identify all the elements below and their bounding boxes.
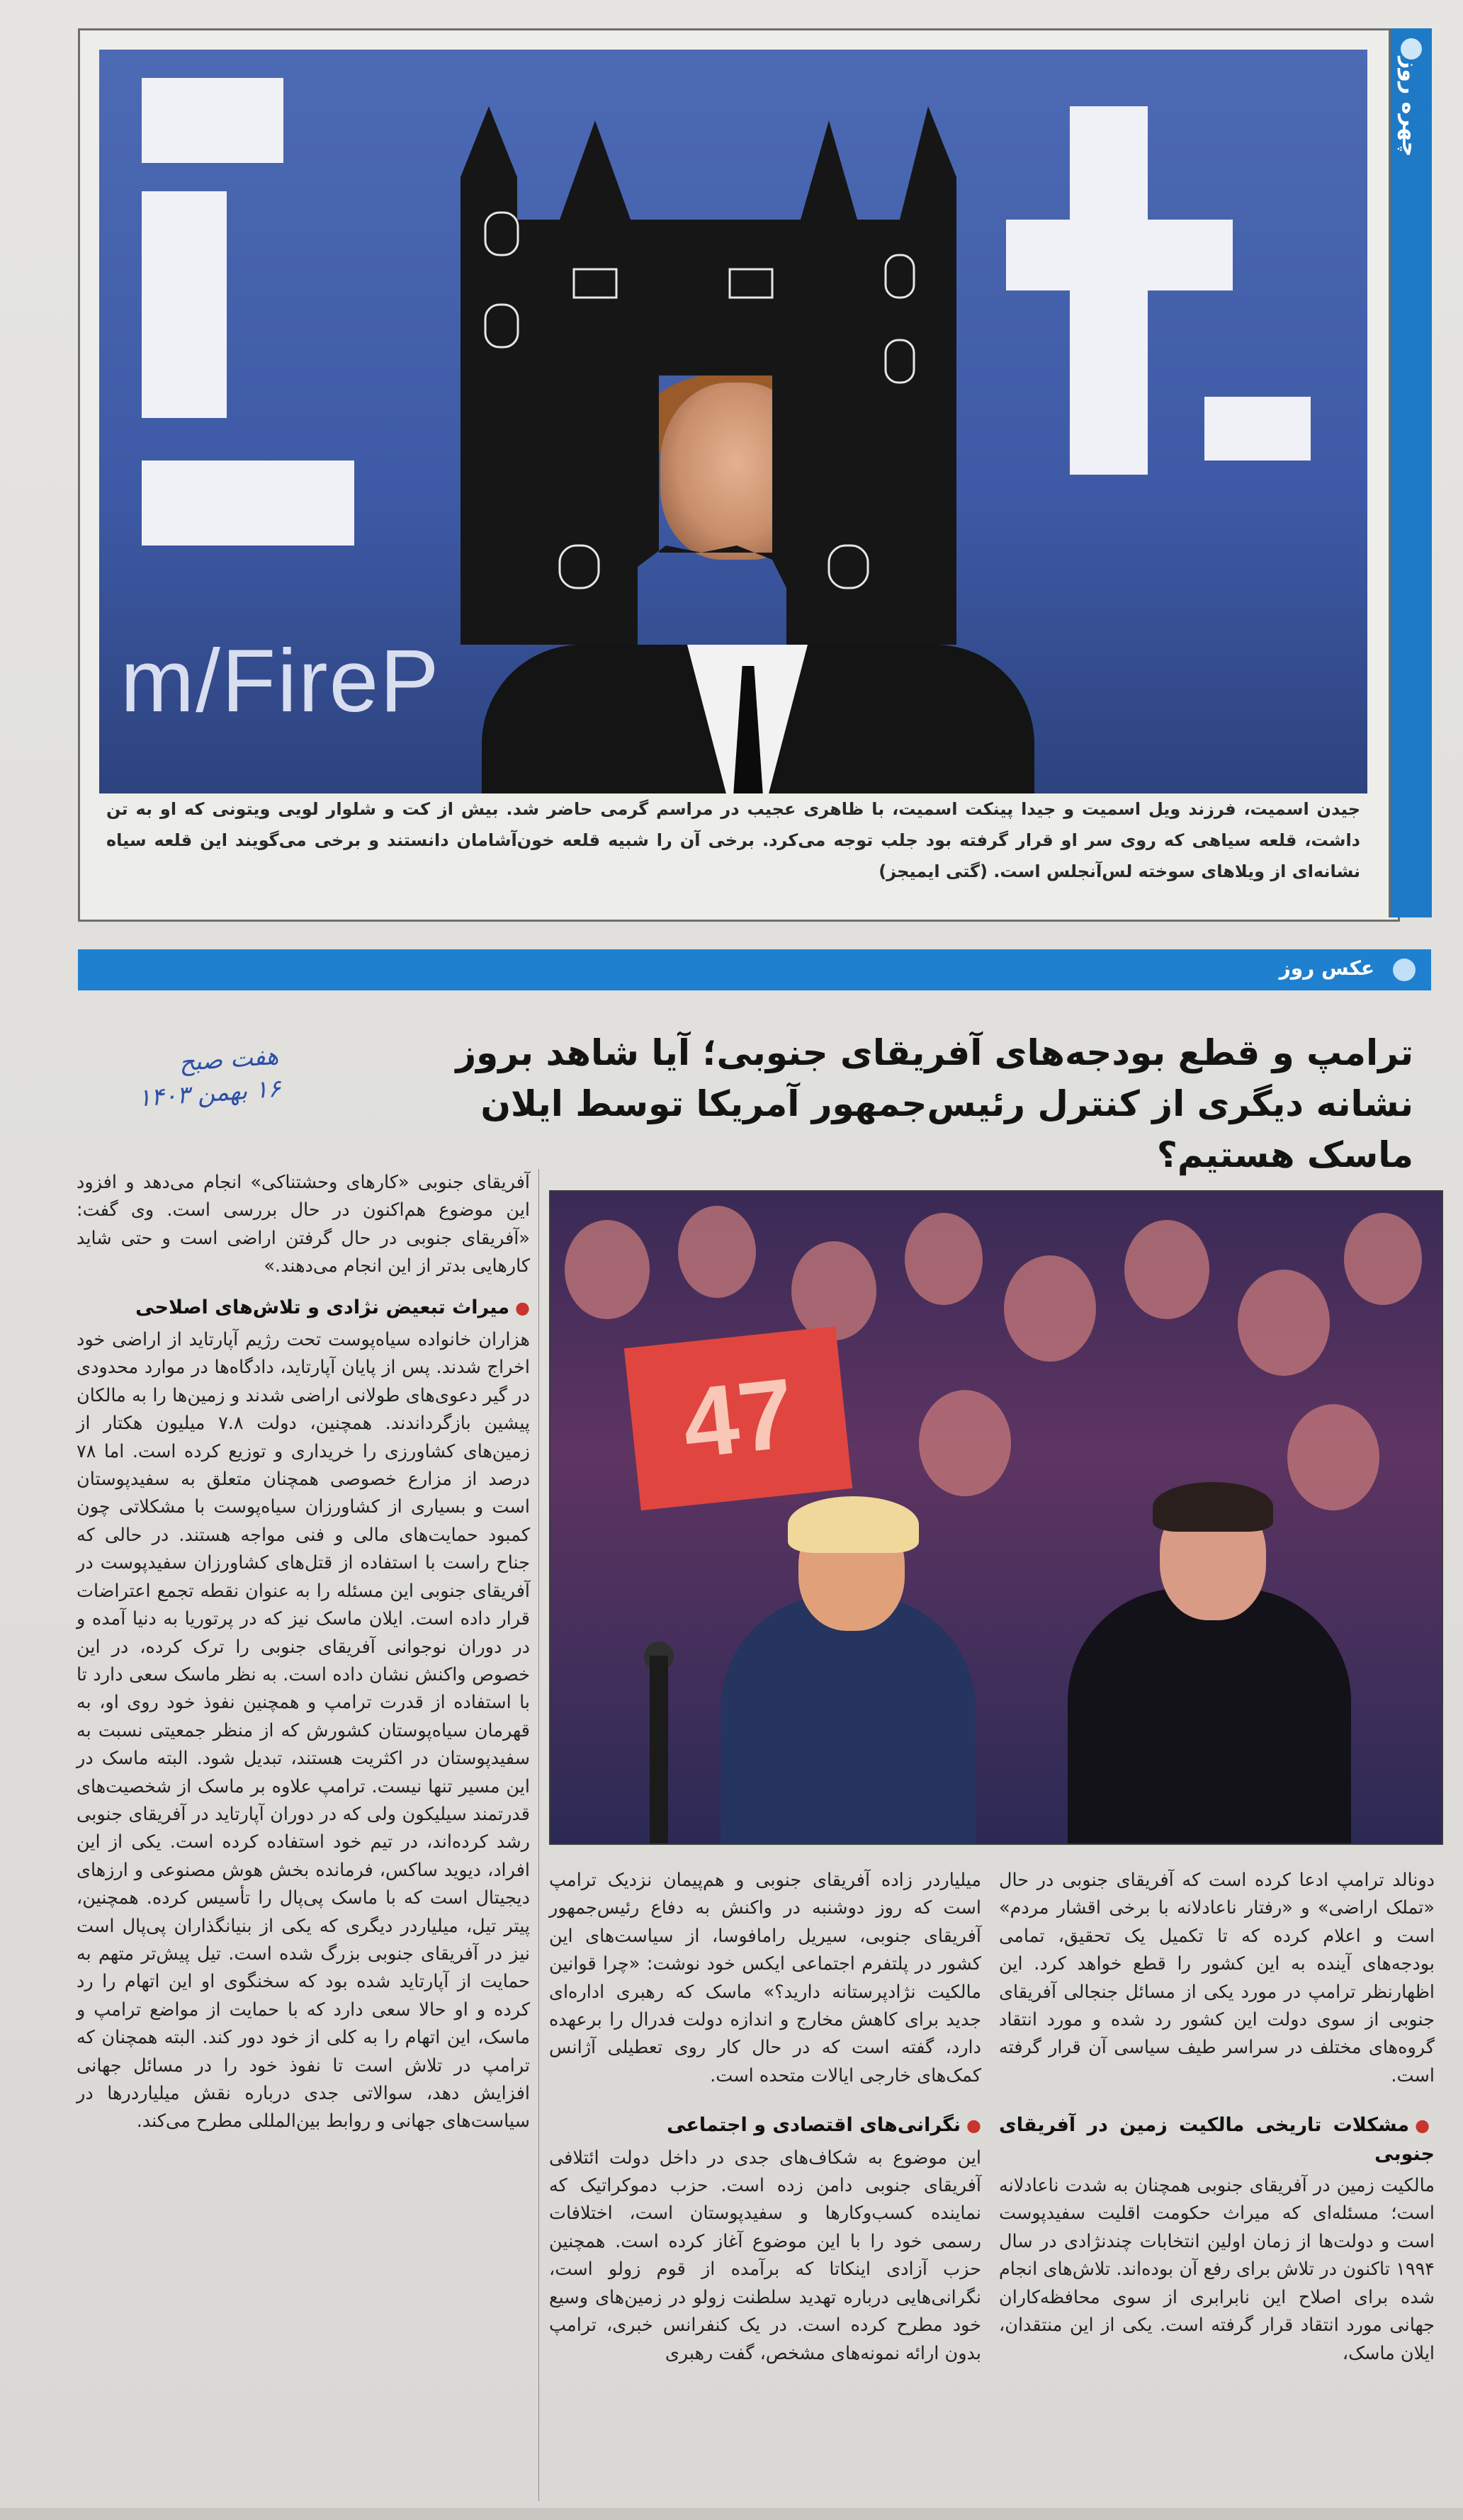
bg-letter-block bbox=[1204, 397, 1311, 461]
handwritten-source: هفت صبح bbox=[178, 1041, 280, 1078]
handwritten-date: ۱۶ بهمن ۱۴۰۳ bbox=[137, 1074, 282, 1113]
column-right-body2: مالکیت زمین در آفریقای جنوبی همچنان به شدت ناعادلانه است؛ مسئله‌ای که میراث حکومت اقلیت سفیدپوست است و دولت‌ها از زمان اولین انتخابات چندنژادی در سال ۱۹۹۴ تاکنون در تلاش برای رفع آن بوده‌اند. تلاش‌های انجام شده برای اصلاح این نابرابری از سوی محافظه‌کاران جهانی مورد انتقاد قرار گرفته است. یکی از این منتقدان، ایلان ماسک، bbox=[999, 2175, 1435, 2364]
backdrop-text: m/FireP bbox=[120, 632, 441, 730]
column-middle-body2: این موضوع به شکاف‌های جدی در داخل دولت ائتلافی آفریقای جنوبی دامن زده است. حزب دموکراتیک که نماینده کسب‌وکارها و سفیدپوستان است، اختلافات رسمی خود را با این موضوع آغاز کرده است. همچنین حزب آزادی اینکاتا که برآمده از قوم زولو است، نگرانی‌هایی درباره تهدید سلطنت زولو در زمین‌های وسیع خود مطرح کرده است. در یک کنفرانس خبری، ترامپ بدون ارائه نمونه‌های مشخص، گفت رهبری bbox=[549, 2147, 981, 2364]
bg-letter-block bbox=[142, 461, 354, 546]
section-label: عکس روز bbox=[1279, 956, 1374, 980]
bullet-icon: ● bbox=[966, 2115, 981, 2136]
subhead-apartheid-legacy bbox=[77, 1294, 530, 1322]
musk-figure bbox=[1068, 1588, 1351, 1845]
subhead-text: میراث تبعیض نژادی و تلاش‌های اصلاحی bbox=[135, 1296, 510, 1318]
column-right-body: دونالد ترامپ ادعا کرده است که آفریقای جنوبی در حال «تملک اراضی» و «رفتار ناعادلانه با برخی اقشار مردم» است و اعلام کرده که تا تکمیل یک تحقیق، تمامی بودجه‌های آینده به این کشور را قطع خواهد کرد. این اظهارنظر ترامپ در مورد یکی از مسائل جنجالی آفریقای جنوبی از سوی دولت این کشور رد شده و مورد انتقاد گروه‌های مختلف در سراسر طیف سیاسی آن قرار گرفته است. bbox=[999, 1870, 1435, 2086]
bg-letter-block bbox=[142, 78, 283, 163]
side-label-strip bbox=[1389, 28, 1432, 917]
subhead-economic-concerns bbox=[549, 2111, 981, 2140]
crowd-face bbox=[565, 1220, 650, 1319]
handwritten-note bbox=[65, 1040, 282, 1120]
page-bottom-edge bbox=[0, 2508, 1463, 2520]
column-left bbox=[77, 1169, 530, 2136]
column-middle bbox=[549, 1867, 981, 2368]
section-bar bbox=[78, 949, 1431, 990]
bg-letter-block bbox=[1006, 220, 1233, 290]
trump-musk-photo bbox=[549, 1190, 1443, 1845]
bullet-icon: ● bbox=[515, 1297, 530, 1318]
crowd-face bbox=[678, 1206, 756, 1298]
bg-letter-block bbox=[142, 191, 227, 418]
crowd-face bbox=[1344, 1213, 1422, 1305]
column-divider bbox=[538, 1169, 539, 2501]
crowd-face bbox=[1287, 1404, 1379, 1510]
crowd-face bbox=[1004, 1255, 1096, 1362]
column-left-body: هزاران خانواده سیاه‌پوست تحت رژیم آپارتاید از اراضی خود اخراج شدند. پس از پایان آپارتاید، دادگاه‌ها در موارد محدودی در گیر دعوی‌های طولانی اراضی شدند و زمین‌ها را به مالکان پیشین بازگرداندند. همچنین، دولت ۷.۸ میلیون هکتار از زمین‌های کشاورزی را خریداری و توزیع کرده است. اما ۷۸ درصد از مزارع خصوصی همچنان متعلق به سفیدپوستان است و بسیاری از کشاورزان سیاه‌پوست با مشکلاتی چون کمبود حمایت‌های مالی و فنی مواجه هستند. در حالی که جناح راست با استفاده از قتل‌های کشاورزان سفیدپوست در آفریقای جنوبی این مسئله را به عنوان نقطه تجمع اعتراضات قرار داده است. ایلان ماسک نیز که در پرتوریا به دنیا آمده و در دوران نوجوانی آفریقای جنوبی را ترک کرده، در این خصوص واکنش نشان داده است. به نظر ماسک سعی دارد تا با استفاده از قدرت ترامپ و همچنین نفوذ خود روی او، به قهرمان سیاه‌پوستان کشورش که از منظر جمعیتی نسبت به سفیدپوستان در اکثریت هستند، تبدیل شود. البته ماسک در این مسیر تنها نیست. ترامپ علاوه بر ماسک از شخصیت‌های قدرتمند سیلیکون ولی که در دوران آپارتاید در آفریقای جنوبی رشد کرده‌اند، در تیم خود استفاده کرده است. یکی از این افراد، دیوید ساکس، فرمانده بخش هوش مصنوعی و ارزهای دیجیتال است که با ماسک پی‌پال را تأسیس کرده. همچنین، پیتر تیل، میلیاردر دیگری که یکی از بنیانگذاران پی‌پال است نیز در آفریقای جنوبی بزرگ شده است. تیل پیش‌تر متهم به حمایت از آپارتاید شده بود که سخنگوی او این اتهام را رد کرده و او حالا سعی دارد که با حمایت از مواضع ترامپ و ماسک، این اتهام را به کلی از خود دور کند. البته همچنان که ترامپ در تلاش است تا نفوذ خود را در مسائل جهانی افزایش دهد، سوالاتی جدی درباره نقش میلیاردرها در سیاست‌های جهانی و روابط بین‌المللی مطرح می‌کند. bbox=[77, 1329, 530, 2132]
column-middle-body: میلیاردر زاده آفریقای جنوبی و هم‌پیمان نزدیک ترامپ است که روز دوشنبه در واکنش به دفاع رئیس‌جمهور آفریقای جنوبی، سیریل رامافوسا، از سیاست‌های این کشور در پلتفرم اجتماعی ایکس خود نوشت: «چرا قوانین مالکیت نژادپرستانه دارید؟» ماسک که رهبری اداره‌ای جدید برای کاهش مخارج و اندازه دولت فدرال را برعهده دارد، گفته است که در حال کار روی تعطیلی آژانس کمک‌های خارجی ایالات متحده است. bbox=[549, 1870, 981, 2086]
crowd-face bbox=[905, 1213, 983, 1305]
musk-hair bbox=[1153, 1482, 1273, 1532]
crowd-face bbox=[791, 1241, 876, 1340]
black-castle-headpiece-icon bbox=[432, 92, 999, 645]
bg-letter-block bbox=[1070, 106, 1148, 475]
microphone-stand bbox=[650, 1656, 668, 1845]
crowd-face bbox=[919, 1390, 1011, 1496]
article-headline: ترامپ و قطع بودجه‌های آفریقای جنوبی؛ آیا شاهد بروز نشانه دیگری از کنترل رئیس‌جمهور آمریکا توسط ایلان ماسک هستیم؟ bbox=[456, 1032, 1413, 1175]
trump-hair bbox=[788, 1496, 919, 1553]
crowd-face bbox=[1238, 1270, 1330, 1376]
photo-caption: جیدن اسمیت، فرزند ویل اسمیت و جیدا پینکت اسمیت، با ظاهری عجیب در مراسم گرمی حاضر شد. بیش از کت و شلوار لویی ویتونی که او به تن داشت، قلعه سیاهی که روی سر او قرار گرفته بود جلب توجه می‌کرد. برخی آن را شبیه قلعه خون‌آشامان دانستند و برخی می‌گویند این قلعه سیاه نشانه‌ای از ویلاهای سوخته لس‌آنجلس است. (گتی ایمیجز) bbox=[106, 799, 1360, 881]
column-right bbox=[999, 1867, 1435, 2368]
bullet-icon: ● bbox=[1415, 2115, 1435, 2136]
column-left-intro: آفریقای جنوبی «کارهای وحشتناکی» انجام می‌دهد و افزود این موضوع هم‌اکنون در حال بررسی است. وی گفت: «آفریقای جنوبی در حال گرفتن اراضی است و حتی شاید کارهایی بدتر از این انجام می‌دهند.» bbox=[77, 1172, 530, 1277]
section-circle-icon bbox=[1393, 959, 1416, 981]
side-label: چهره روز bbox=[1397, 57, 1422, 157]
subhead-text: نگرانی‌های اقتصادی و اجتماعی bbox=[667, 2114, 961, 2137]
subhead-land-ownership bbox=[999, 2111, 1435, 2168]
jaden-smith-photo bbox=[99, 50, 1367, 793]
subhead-text: مشکلات تاریخی مالکیت زمین در آفریقای جنوبی bbox=[999, 2114, 1435, 2165]
campaign-sign: 47 bbox=[624, 1326, 852, 1510]
crowd-face bbox=[1124, 1220, 1209, 1319]
trump-figure bbox=[721, 1595, 976, 1845]
